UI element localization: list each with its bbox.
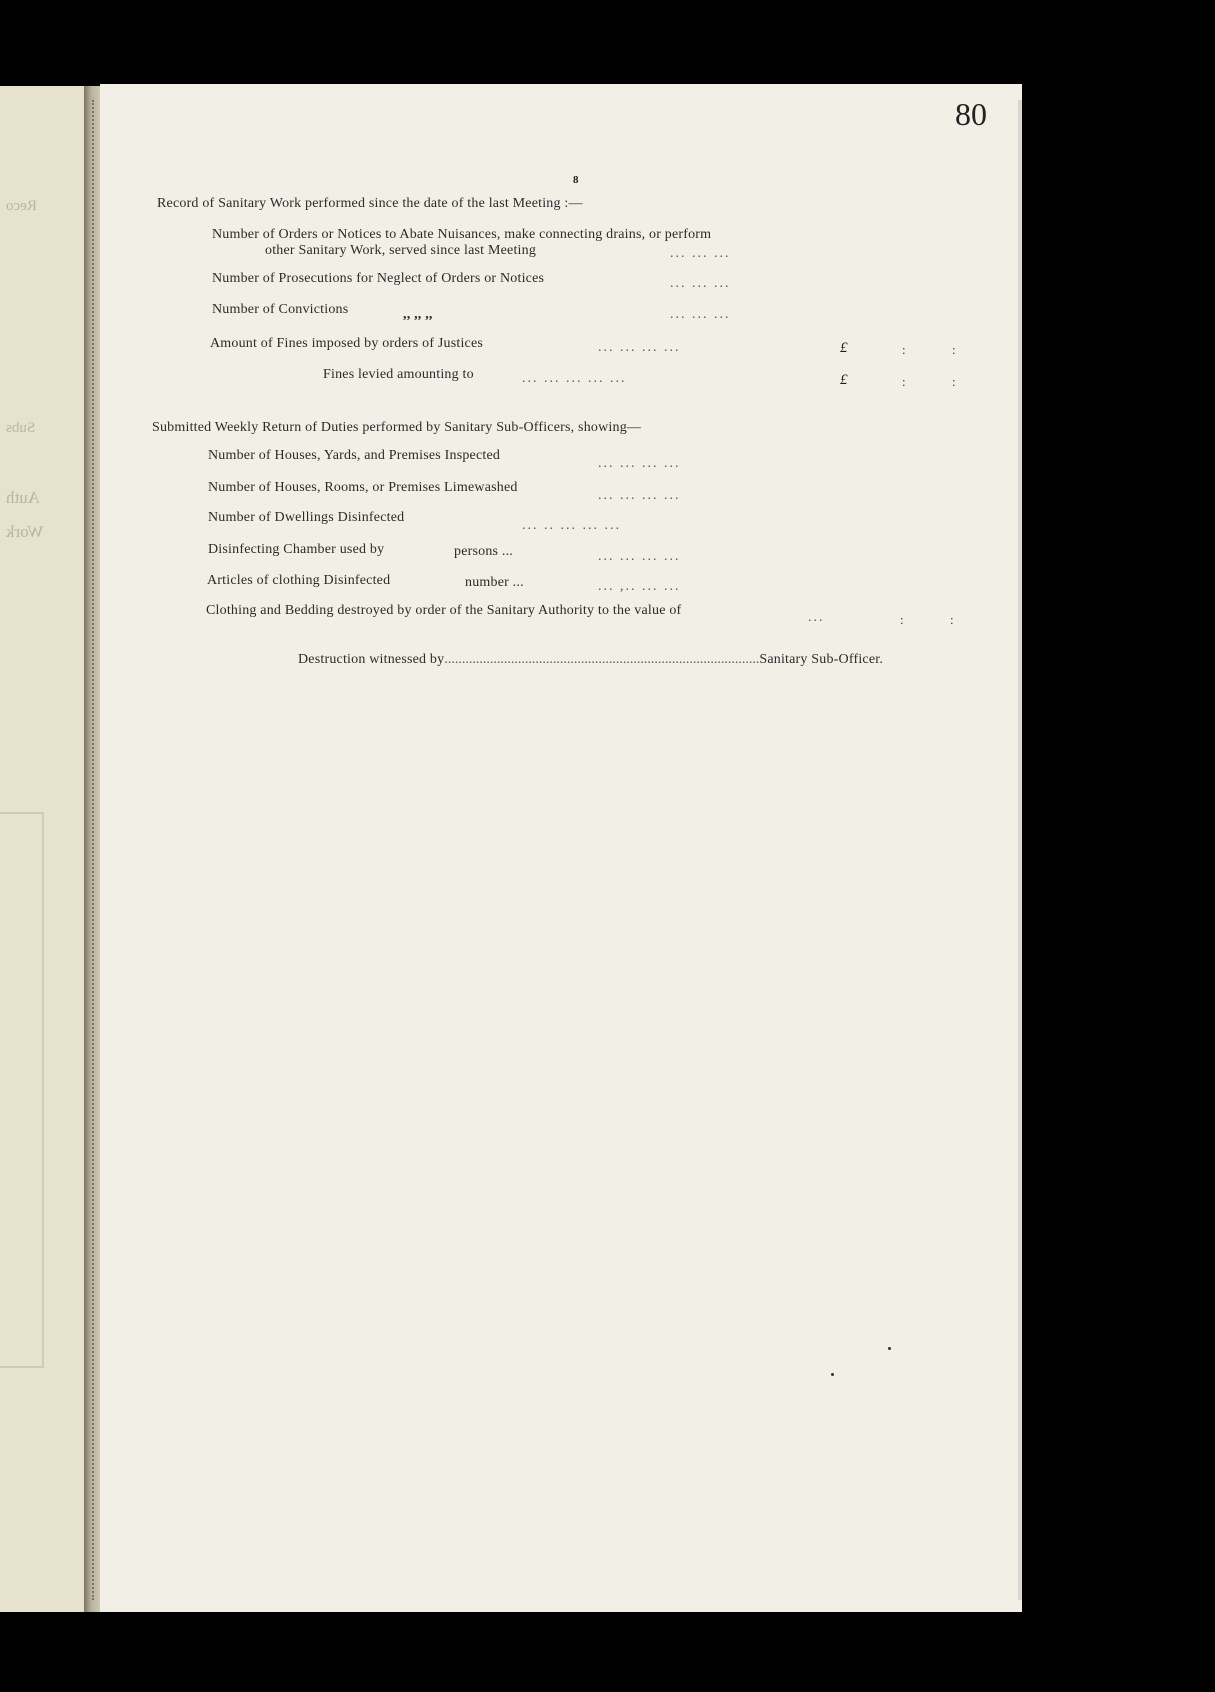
paper-speck (831, 1373, 834, 1376)
item-dwellings-disinfected: Number of Dwellings Disinfected (208, 510, 405, 525)
pound-sign: £ (840, 340, 848, 356)
item-clothing-disinfected: Articles of clothing Disinfected (207, 573, 391, 588)
ghost-word: Reco (6, 198, 37, 214)
leader-dots: ... ... ... ... (598, 340, 681, 355)
leader-dots: ... ... ... (670, 246, 731, 261)
ghost-table-border (0, 812, 44, 1368)
leader-dots: ... ... ... ... (598, 549, 681, 564)
leader-dots: ... ... ... ... (598, 488, 681, 503)
item-houses-inspected: Number of Houses, Yards, and Premises Inspected (208, 448, 501, 463)
colon-sep: : (952, 342, 956, 357)
leader-dots: ... ... ... ... ... (522, 371, 627, 386)
witness-suffix: Sanitary Sub-Officer. (759, 652, 884, 667)
ghost-word: Auth (6, 488, 40, 507)
leader-dots: ... ... ... (670, 307, 731, 322)
binding-stitch (92, 100, 94, 1600)
witness-leader: .......................................................................................... (444, 652, 760, 667)
item-clothing-destroyed: Clothing and Bedding destroyed by order of the Sanitary Authority to the value of (206, 603, 682, 618)
item-fines-imposed: Amount of Fines imposed by orders of Justices (210, 336, 484, 351)
leader-dots: ... (808, 610, 825, 625)
colon-sep: : (950, 612, 954, 627)
section2-heading: Submitted Weekly Return of Duties performed by Sanitary Sub-Officers, showing— (152, 420, 642, 435)
witness-line (298, 652, 883, 668)
item-orders-line2: other Sanitary Work, served since last Meeting (265, 243, 537, 258)
ghost-word: Subs (6, 420, 36, 436)
colon-sep: : (902, 374, 906, 389)
pound-sign: £ (840, 372, 848, 388)
witness-label: Destruction witnessed by (298, 652, 445, 667)
page-edge (1018, 100, 1022, 1600)
leader-dots: ... ... ... (670, 276, 731, 291)
item-fines-levied: Fines levied amounting to (323, 367, 474, 382)
persons-label: persons ... (454, 544, 513, 559)
section1-heading: Record of Sanitary Work performed since the date of the last Meeting :— (157, 196, 583, 211)
colon-sep: : (952, 374, 956, 389)
ghost-word: Work (6, 522, 44, 541)
leader-dots: ... ... ... ... (598, 456, 681, 471)
page-number: 80 (955, 96, 987, 132)
item-prosecutions: Number of Prosecutions for Neglect of Orders or Notices (212, 271, 545, 286)
colon-sep: : (902, 342, 906, 357)
item-orders-line1: Number of Orders or Notices to Abate Nuisances, make connecting drains, or perform (212, 227, 712, 242)
paper-speck (888, 1347, 891, 1350)
leader-dots: ... .. ... ... ... (522, 518, 621, 533)
item-limewashed: Number of Houses, Rooms, or Premises Limewashed (208, 480, 518, 495)
leader-dots: ... ,.. ... ... (598, 579, 681, 594)
left-page (0, 86, 84, 1612)
colon-sep: : (900, 612, 904, 627)
item-disinfecting-chamber: Disinfecting Chamber used by (208, 542, 385, 557)
ditto-marks: ,, ,, ,, (403, 307, 433, 322)
printed-page-number: 8 (573, 174, 579, 186)
number-label: number ... (465, 575, 524, 590)
item-convictions: Number of Convictions (212, 302, 349, 317)
